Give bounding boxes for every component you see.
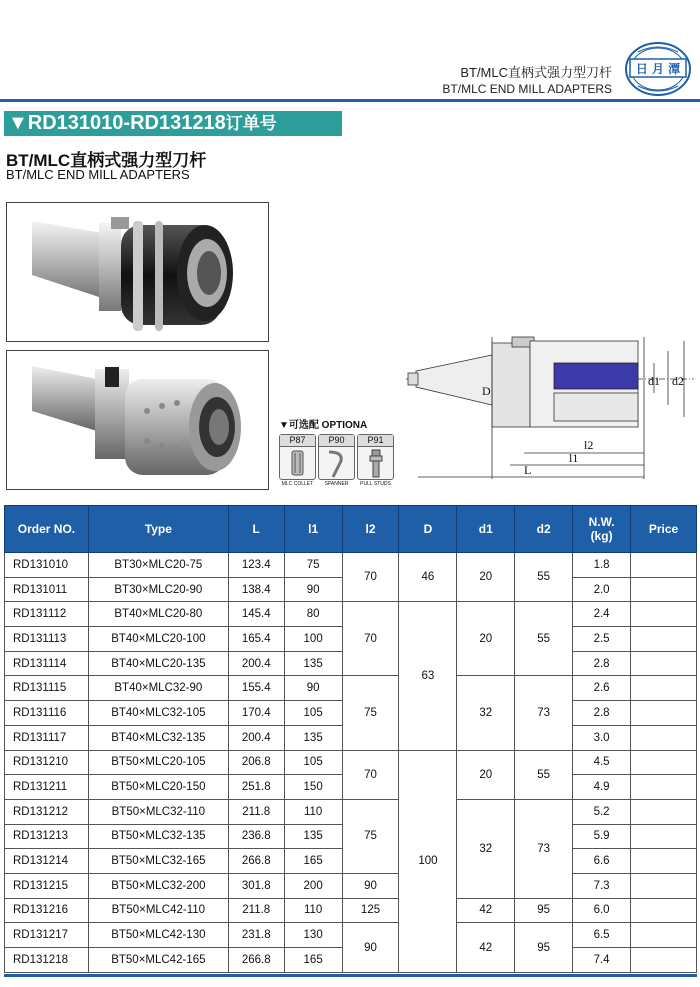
table-cell: RD131115 — [5, 676, 89, 701]
company-logo — [624, 40, 692, 98]
product-photo-dark — [6, 202, 269, 342]
table-cell: BT40×MLC20-135 — [88, 651, 228, 676]
table-cell: 2.6 — [573, 676, 631, 701]
col-d1: d1 — [457, 506, 515, 553]
option-code: P87 — [280, 435, 315, 447]
table-cell: 301.8 — [228, 873, 284, 898]
table-row — [5, 553, 697, 578]
table-cell: BT40×MLC20-100 — [88, 627, 228, 652]
option-code: P91 — [358, 435, 393, 447]
product-title-cn: BT/MLC直柄式强力型刀杆 — [6, 151, 207, 170]
header-title-en: BT/MLC END MILL ADAPTERS — [442, 82, 612, 96]
price-cell — [631, 948, 697, 973]
table-cell: RD131214 — [5, 849, 89, 874]
table-cell: 206.8 — [228, 750, 284, 775]
table-cell: 90 — [284, 577, 342, 602]
table-cell: RD131011 — [5, 577, 89, 602]
table-cell: 2.4 — [573, 602, 631, 627]
table-cell: 165.4 — [228, 627, 284, 652]
table-cell: 20 — [457, 750, 515, 799]
product-photo-silver — [6, 350, 269, 490]
option-caption: PULL STUDS — [360, 481, 391, 487]
price-cell — [631, 577, 697, 602]
table-row — [5, 923, 697, 948]
table-cell: RD131218 — [5, 948, 89, 973]
table-cell: 42 — [457, 898, 515, 923]
table-cell: BT50×MLC32-200 — [88, 873, 228, 898]
table-cell: 90 — [284, 676, 342, 701]
table-cell: 1.8 — [573, 553, 631, 578]
col-price: Price — [631, 506, 697, 553]
col-l1: l1 — [284, 506, 342, 553]
table-cell: 100 — [284, 627, 342, 652]
price-cell — [631, 602, 697, 627]
col-L: L — [228, 506, 284, 553]
table-cell: 231.8 — [228, 923, 284, 948]
table-cell: 73 — [515, 676, 573, 750]
banner-code-range: ▼RD131010-RD131218 — [8, 112, 226, 134]
spec-table — [4, 505, 697, 973]
table-cell: 155.4 — [228, 676, 284, 701]
table-cell: BT50×MLC42-130 — [88, 923, 228, 948]
table-cell: 105 — [284, 750, 342, 775]
option-caption: MLC COLLET — [281, 481, 314, 487]
table-cell: BT50×MLC42-110 — [88, 898, 228, 923]
table-cell: BT30×MLC20-75 — [88, 553, 228, 578]
table-cell: BT40×MLC32-105 — [88, 701, 228, 726]
price-cell — [631, 725, 697, 750]
table-cell: RD131116 — [5, 701, 89, 726]
table-cell: RD131112 — [5, 602, 89, 627]
optional-accessories — [279, 416, 399, 487]
table-cell: 75 — [284, 553, 342, 578]
table-cell: RD131113 — [5, 627, 89, 652]
table-cell: 266.8 — [228, 849, 284, 874]
table-cell: 211.8 — [228, 898, 284, 923]
price-cell — [631, 553, 697, 578]
price-cell — [631, 898, 697, 923]
table-cell: RD131217 — [5, 923, 89, 948]
table-cell: 55 — [515, 750, 573, 799]
table-cell: 6.5 — [573, 923, 631, 948]
table-cell: 135 — [284, 824, 342, 849]
table-cell: 7.4 — [573, 948, 631, 973]
table-cell: 165 — [284, 849, 342, 874]
price-cell — [631, 849, 697, 874]
collet-icon — [280, 447, 315, 480]
table-cell: 4.9 — [573, 775, 631, 800]
table-cell: 5.2 — [573, 799, 631, 824]
price-cell — [631, 750, 697, 775]
table-cell: 73 — [515, 799, 573, 898]
table-cell: 32 — [457, 799, 515, 898]
product-title-en: BT/MLC END MILL ADAPTERS — [6, 167, 190, 182]
price-cell — [631, 651, 697, 676]
table-cell: RD131211 — [5, 775, 89, 800]
table-cell: BT50×MLC42-165 — [88, 948, 228, 973]
price-cell — [631, 627, 697, 652]
table-header-row — [5, 506, 697, 553]
col-l2: l2 — [342, 506, 399, 553]
table-cell: 200.4 — [228, 725, 284, 750]
table-cell: 266.8 — [228, 948, 284, 973]
table-cell: BT50×MLC20-105 — [88, 750, 228, 775]
table-cell: 75 — [342, 799, 399, 873]
col-d2: d2 — [515, 506, 573, 553]
table-cell: 75 — [342, 676, 399, 750]
table-cell: 211.8 — [228, 799, 284, 824]
price-cell — [631, 824, 697, 849]
table-cell: 110 — [284, 898, 342, 923]
table-cell: 42 — [457, 923, 515, 972]
table-cell: 130 — [284, 923, 342, 948]
options-title: ▼可选配 OPTIONA — [279, 420, 368, 431]
table-cell: 135 — [284, 651, 342, 676]
table-cell: RD131010 — [5, 553, 89, 578]
table-cell: BT50×MLC32-165 — [88, 849, 228, 874]
price-cell — [631, 799, 697, 824]
table-cell: RD131117 — [5, 725, 89, 750]
table-cell: BT50×MLC32-135 — [88, 824, 228, 849]
table-cell: 150 — [284, 775, 342, 800]
table-cell: 32 — [457, 676, 515, 750]
table-cell: 236.8 — [228, 824, 284, 849]
table-cell: 100 — [399, 750, 457, 972]
dim-d2-label: d2 — [672, 374, 684, 388]
table-cell: 95 — [515, 923, 573, 972]
col-order-no: Order NO. — [5, 506, 89, 553]
table-cell: 170.4 — [228, 701, 284, 726]
table-cell: 70 — [342, 553, 399, 602]
option-caption: SPANNER — [324, 481, 349, 487]
table-cell: 4.5 — [573, 750, 631, 775]
table-cell: 55 — [515, 602, 573, 676]
table-cell: 3.0 — [573, 725, 631, 750]
table-row — [5, 750, 697, 775]
table-row — [5, 602, 697, 627]
table-cell: 20 — [457, 553, 515, 602]
table-row — [5, 898, 697, 923]
table-cell: 200.4 — [228, 651, 284, 676]
price-cell — [631, 701, 697, 726]
pull-stud-icon — [358, 447, 393, 480]
table-cell: 2.8 — [573, 651, 631, 676]
price-cell — [631, 676, 697, 701]
option-code: P90 — [319, 435, 354, 447]
table-cell: BT40×MLC32-90 — [88, 676, 228, 701]
table-cell: 200 — [284, 873, 342, 898]
logo-text: 日 月 潭 — [635, 62, 681, 76]
table-cell: BT50×MLC20-150 — [88, 775, 228, 800]
table-cell: 46 — [399, 553, 457, 602]
table-cell: 5.9 — [573, 824, 631, 849]
table-row — [5, 676, 697, 701]
table-cell: 63 — [399, 602, 457, 750]
table-cell: BT40×MLC20-80 — [88, 602, 228, 627]
price-cell — [631, 775, 697, 800]
table-cell: 105 — [284, 701, 342, 726]
table-cell: 2.8 — [573, 701, 631, 726]
dim-d1-label: d1 — [648, 374, 660, 388]
table-cell: 138.4 — [228, 577, 284, 602]
table-row — [5, 873, 697, 898]
header-title — [442, 64, 612, 98]
header-rule — [0, 99, 700, 102]
table-cell: BT50×MLC32-110 — [88, 799, 228, 824]
table-cell: 2.0 — [573, 577, 631, 602]
order-range-banner — [4, 111, 342, 136]
price-cell — [631, 873, 697, 898]
table-cell: RD131114 — [5, 651, 89, 676]
header-title-cn: BT/MLC直柄式强力型刀杆 — [460, 65, 612, 80]
spanner-icon — [319, 447, 354, 480]
dim-D-label: D — [482, 384, 491, 398]
table-cell: RD131210 — [5, 750, 89, 775]
table-cell: RD131212 — [5, 799, 89, 824]
table-cell: 95 — [515, 898, 573, 923]
table-cell: 2.5 — [573, 627, 631, 652]
col-D: D — [399, 506, 457, 553]
table-row — [5, 799, 697, 824]
option-pull-stud — [357, 434, 394, 480]
option-collet — [279, 434, 316, 480]
table-cell: 20 — [457, 602, 515, 676]
dim-L-label: L — [524, 463, 532, 477]
col-net-weight: N.W. (kg) — [573, 506, 631, 553]
table-cell: 123.4 — [228, 553, 284, 578]
dim-l1-label: l1 — [569, 451, 579, 465]
technical-drawing — [404, 333, 696, 485]
table-cell: 125 — [342, 898, 399, 923]
banner-suffix: 订单号 — [225, 114, 277, 133]
table-cell: 7.3 — [573, 873, 631, 898]
table-cell: RD131215 — [5, 873, 89, 898]
table-cell: BT40×MLC32-135 — [88, 725, 228, 750]
table-cell: 6.0 — [573, 898, 631, 923]
table-cell: RD131216 — [5, 898, 89, 923]
price-cell — [631, 923, 697, 948]
table-cell: 70 — [342, 602, 399, 676]
table-cell: 6.6 — [573, 849, 631, 874]
table-cell: 135 — [284, 725, 342, 750]
table-cell: 145.4 — [228, 602, 284, 627]
table-cell: RD131213 — [5, 824, 89, 849]
option-spanner — [318, 434, 355, 480]
table-cell: 90 — [342, 923, 399, 972]
table-cell: BT30×MLC20-90 — [88, 577, 228, 602]
table-cell: 165 — [284, 948, 342, 973]
table-cell: 70 — [342, 750, 399, 799]
table-cell: 110 — [284, 799, 342, 824]
table-bottom-rule — [4, 974, 697, 977]
table-cell: 55 — [515, 553, 573, 602]
col-type: Type — [88, 506, 228, 553]
dim-l2-label: l2 — [584, 438, 594, 452]
table-cell: 90 — [342, 873, 399, 898]
table-cell: 251.8 — [228, 775, 284, 800]
table-cell: 80 — [284, 602, 342, 627]
